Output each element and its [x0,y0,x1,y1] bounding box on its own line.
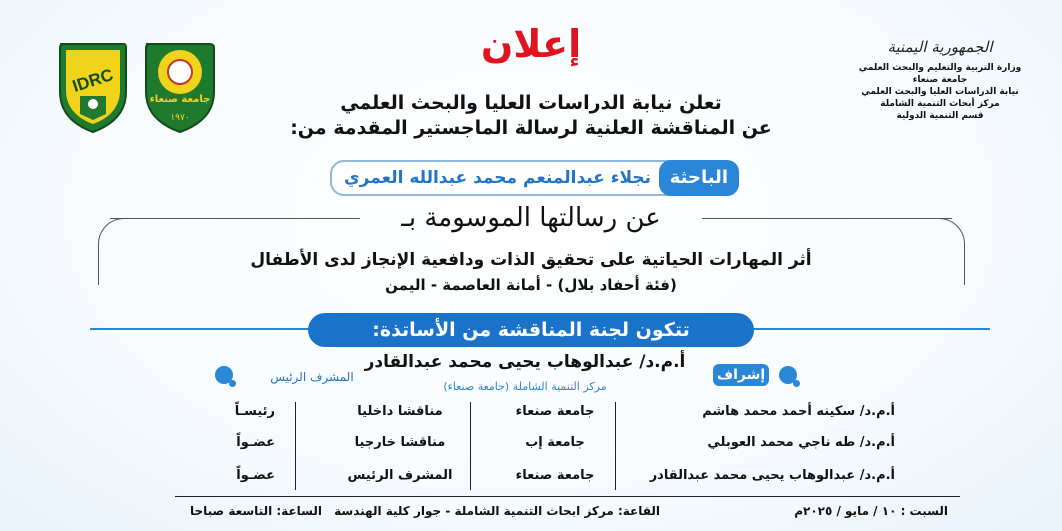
institution-line-ministry: وزارة التربية والتعليم والبحث العلمي [858,63,1022,73]
table-row [175,435,895,459]
supervision-tag: إشراف [713,364,769,386]
institution-line-center: مركز أبحاث التنمية الشاملة [880,99,1000,109]
idrc-logo-text: IDRC [70,65,116,96]
member-position: عضـواً [236,435,275,450]
researcher-tag: الباحثة [659,160,739,196]
sanaa-logo-text: جامعة صنعاء [149,94,211,105]
supervisor-affiliation: مركز التنمية الشاملة (جامعة صنعاء) [443,380,607,393]
member-role: مناقشا داخليا [357,404,443,419]
member-position: رئيسـاً [234,404,275,419]
announcement-title: إعلان [480,22,582,66]
member-university: جامعة صنعاء [515,468,595,483]
member-role: المشرف الرئيس [347,468,453,483]
committee-table [175,400,895,500]
announcement-line-2: عن المناقشة العلنية لرسالة الماجستير المقدمة من: [290,117,772,139]
table-row [175,404,895,428]
member-university: جامعة إب [525,435,585,450]
supervisor-name: أ.م.د/ عبدالوهاب يحيى محمد عبدالقادر [364,352,686,372]
bullet-dot-right-small [793,380,800,387]
institution-line-department: قسم التنمية الدولية [896,111,984,121]
thesis-label: عن رسالتها الموسومة بـ [401,203,661,233]
member-position: عضـواً [236,468,275,483]
bullet-dot-left-small [229,380,236,387]
republic-calligraphy: الجمهورية اليمنية [887,38,993,56]
announcement-line-1: تعلن نيابة الدراسات العليا والبحث العلمي [340,92,722,114]
thesis-title: أثر المهارات الحياتية على تحقيق الذات ودافعية الإنجاز لدى الأطفال [250,250,812,270]
footer-time: الساعة: التاسعة صباحا [190,504,322,518]
sanaa-logo-year: ١٩٧٠ [170,113,190,123]
member-name: أ.م.د/ عبدالوهاب يحيى محمد عبدالقادر [649,468,895,483]
member-role: مناقشا خارجيا [354,435,446,450]
committee-heading: تتكون لجنة المناقشة من الأساتذة: [308,313,754,347]
researcher-name: نجلاء عبدالمنعم محمد عبدالله العمري [344,168,651,188]
footer-date: السبت : ١٠ / مايو / ٢٠٢٥م [794,504,948,518]
supervisor-role: المشرف الرئيس [270,370,354,384]
footer-hall: القاعة: مركز ابحاث التنمية الشاملة - جوار كلية الهندسة [334,504,660,518]
footer-divider [175,496,960,497]
institution-line-graduate: نيابة الدراسات العليا والبحث العلمي [861,87,1019,97]
member-name: أ.م.د/ سكينه أحمد محمد هاشم [702,404,895,419]
footer [175,502,960,524]
member-name: أ.م.د/ طه ناجي محمد العوبلي [707,435,895,450]
table-row [175,468,895,492]
member-university: جامعة صنعاء [515,404,595,419]
institution-line-university: جامعة صنعاء [912,75,968,85]
researcher-box [330,160,739,196]
thesis-subtitle: (فئة أحفاد بلال) - أمانة العاصمة - اليمن [385,276,677,294]
